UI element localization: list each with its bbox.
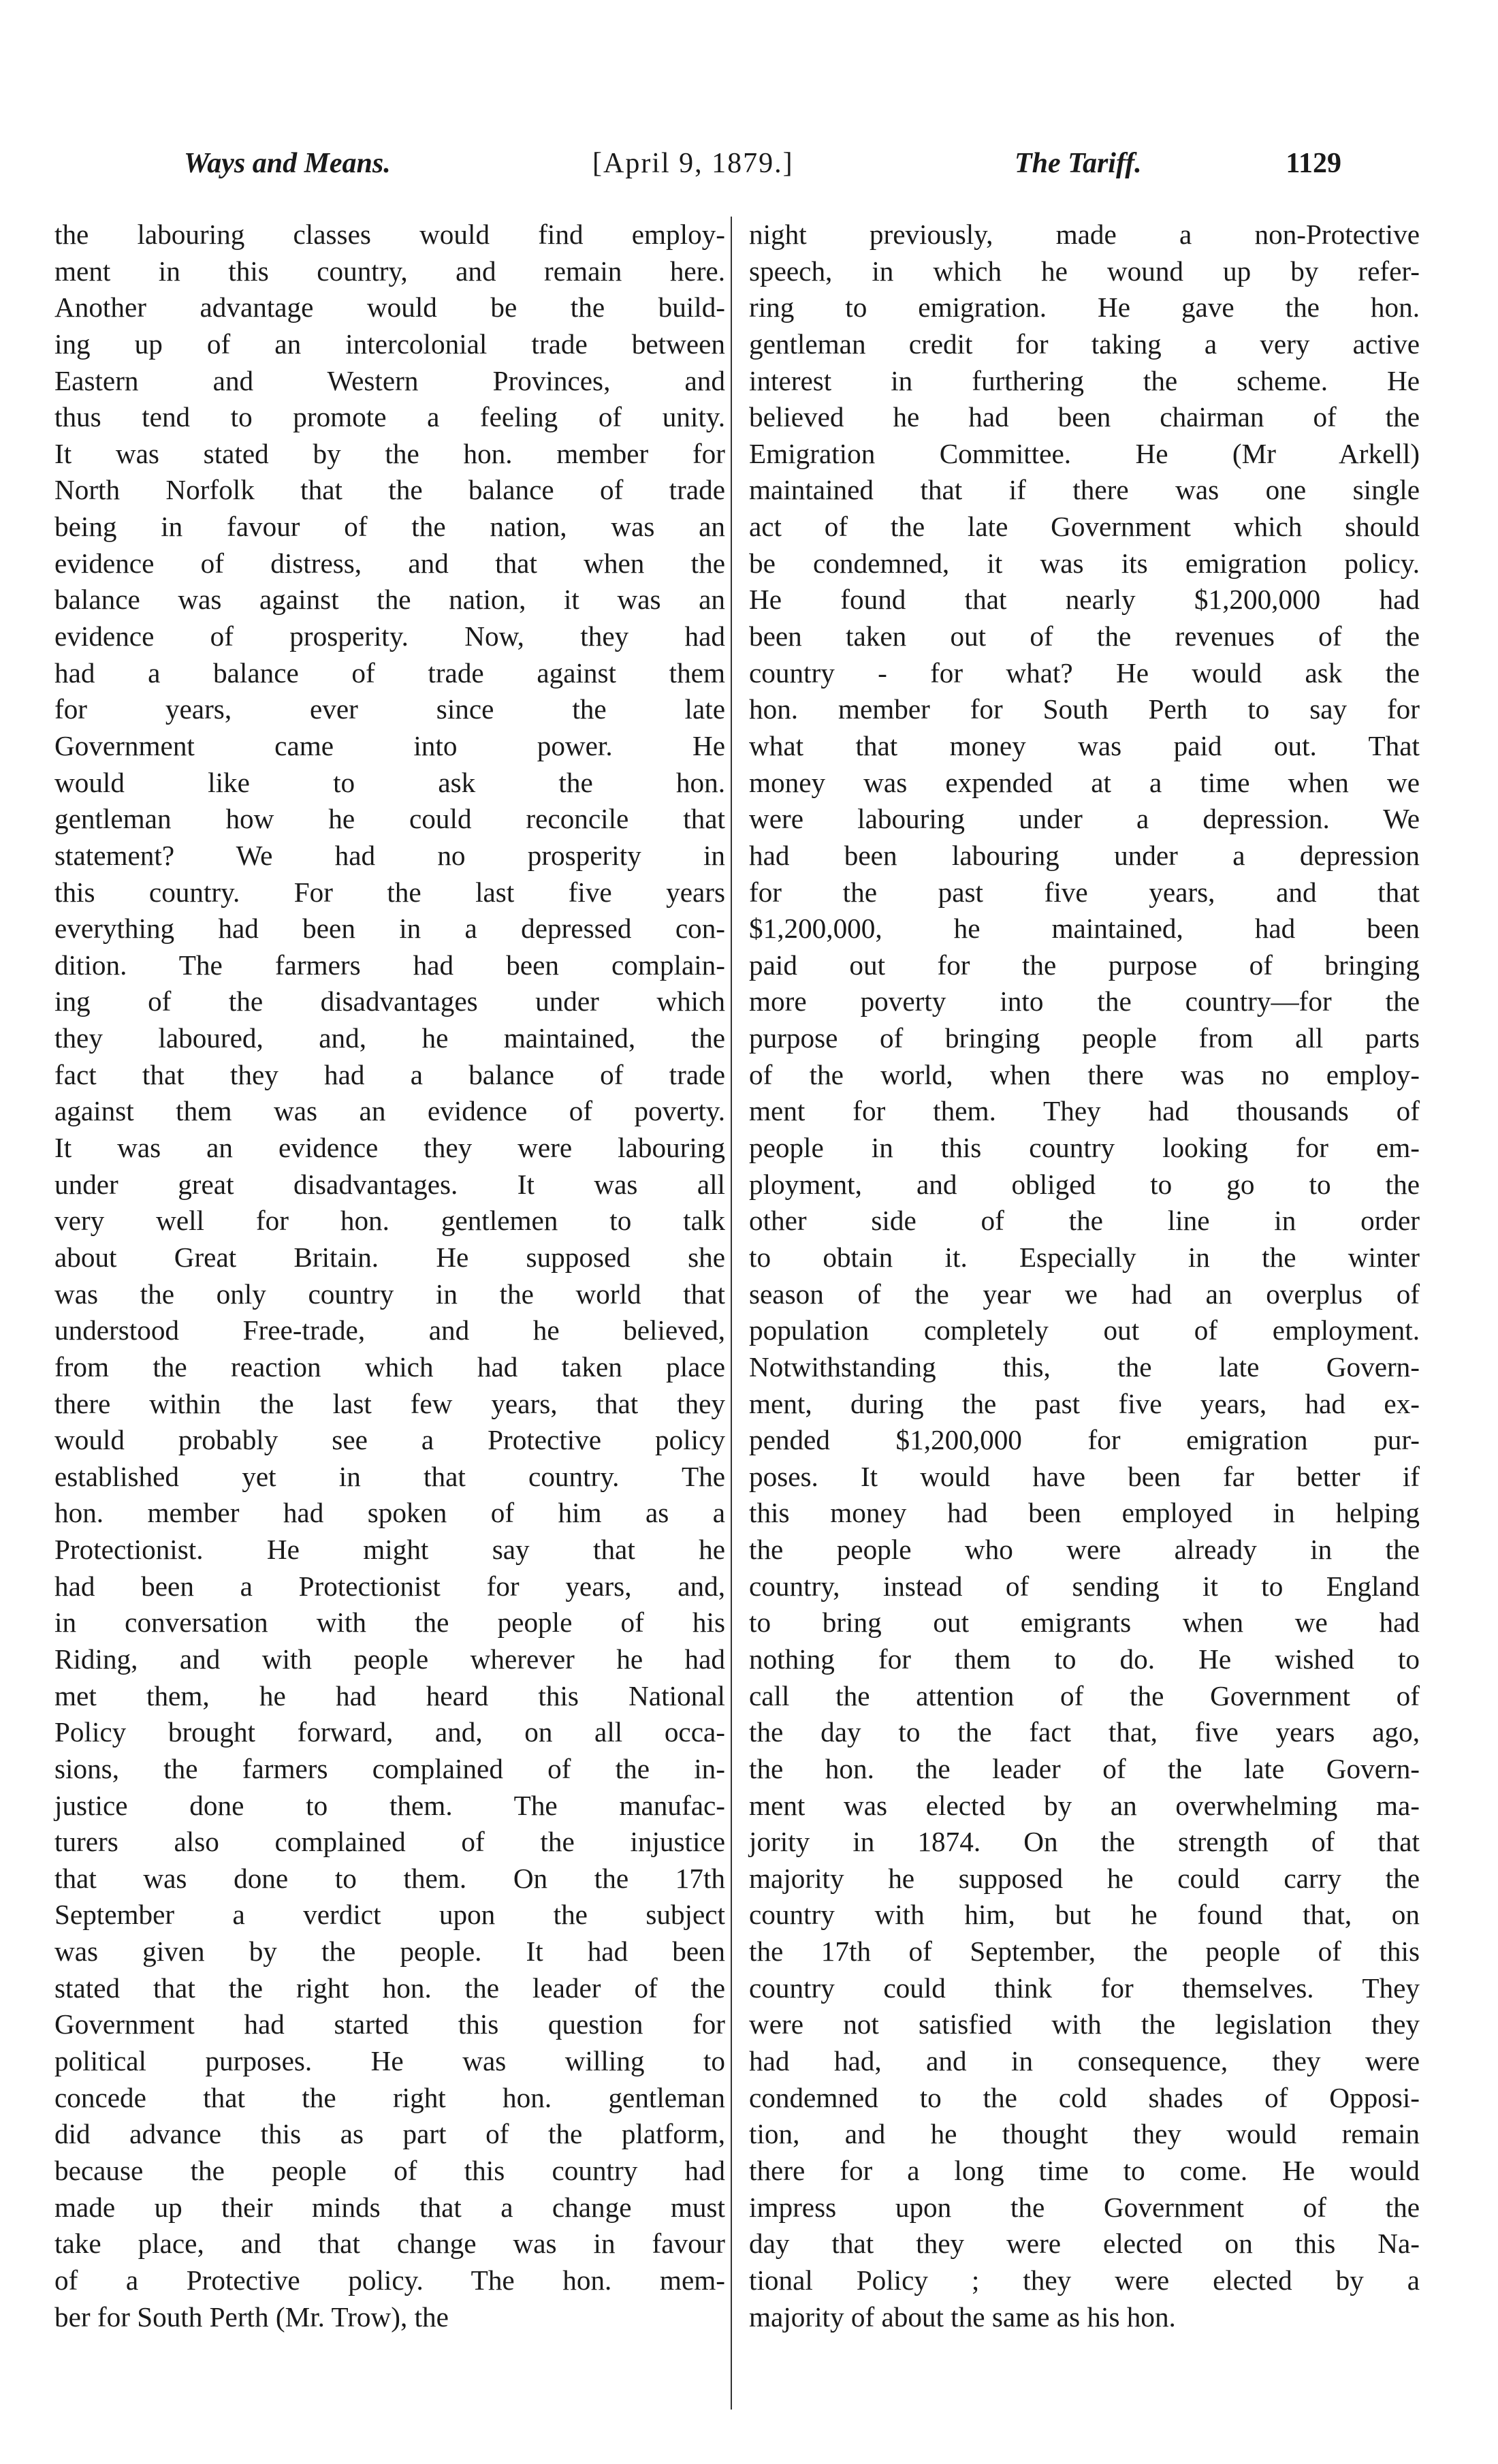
page-number: 1129 <box>1286 148 1341 179</box>
text-line: ment for them. They had thousands of <box>749 1095 1420 1127</box>
text-line: turers also complained of the injustice <box>54 1826 725 1858</box>
text-line: was the only country in the world that <box>54 1278 725 1310</box>
text-line: believed he had been chairman of the <box>749 401 1420 433</box>
text-line: what that money was paid out. That <box>749 729 1420 761</box>
header-date: [April 9, 1879.] <box>592 148 794 179</box>
text-line: ment, during the past five years, had ex- <box>749 1387 1420 1419</box>
text-line: did advance this as part of the platform, <box>54 2118 725 2150</box>
text-line: of the world, when there was no employ- <box>749 1058 1420 1090</box>
text-line: ployment, and obliged to go to the <box>749 1168 1420 1200</box>
text-line: against them was an evidence of poverty. <box>54 1095 725 1127</box>
text-line: money was expended at a time when we <box>749 766 1420 798</box>
text-line: from the reaction which had taken place <box>54 1351 725 1383</box>
text-line: take place, and that change was in favour <box>54 2228 725 2260</box>
text-line: for the past five years, and that <box>749 876 1420 908</box>
text-line: ring to emigration. He gave the hon. <box>749 291 1420 323</box>
text-line: political purposes. He was willing to <box>54 2045 725 2077</box>
text-line: to bring out emigrants when we had <box>749 1607 1420 1639</box>
text-line: concede that the right hon. gentleman <box>54 2081 725 2113</box>
text-line: the people who were already in the <box>749 1534 1420 1566</box>
text-line: the labouring classes would find employ- <box>54 219 725 250</box>
text-line: poses. It would have been far better if <box>749 1460 1420 1492</box>
text-line: paid out for the purpose of bringing <box>749 949 1420 981</box>
text-line: gentleman how he could reconcile that <box>54 803 725 835</box>
text-line: sions, the farmers complained of the in- <box>54 1752 725 1784</box>
text-line: of a Protective policy. The hon. mem- <box>54 2264 725 2296</box>
text-line: He found that nearly $1,200,000 had <box>749 584 1420 616</box>
text-line: understood Free-trade, and he believed, <box>54 1314 725 1346</box>
text-line: country with him, but he found that, on <box>749 1899 1420 1931</box>
text-line: there for a long time to come. He would <box>749 2154 1420 2186</box>
column-divider <box>731 217 732 2410</box>
text-line: the 17th of September, the people of this <box>749 1936 1420 1968</box>
text-line: Policy brought forward, and, on all occa- <box>54 1716 725 1748</box>
text-line: were labouring under a depression. We <box>749 803 1420 835</box>
header-topic: The Tariff. <box>1015 148 1142 179</box>
text-line: Protectionist. He might say that he <box>54 1534 725 1566</box>
text-line: country could think for themselves. They <box>749 1972 1420 2004</box>
text-line: this country. For the last five years <box>54 876 725 908</box>
text-line: country - for what? He would ask the <box>749 657 1420 689</box>
text-line: for years, ever since the late <box>54 693 725 725</box>
text-line: thus tend to promote a feeling of unity. <box>54 401 725 433</box>
text-line: nothing for them to do. He wished to <box>749 1643 1420 1675</box>
text-line: the day to the fact that, five years ago, <box>749 1716 1420 1748</box>
text-line: balance was against the nation, it was an <box>54 584 725 616</box>
text-line: day that they were elected on this Na- <box>749 2228 1420 2260</box>
text-line: be condemned, it was its emigration policy. <box>749 547 1420 579</box>
text-line: very well for hon. gentlemen to talk <box>54 1205 725 1237</box>
text-line: speech, in which he wound up by refer- <box>749 255 1420 287</box>
text-line: everything had been in a depressed con- <box>54 913 725 945</box>
text-line: there within the last few years, that they <box>54 1387 725 1419</box>
text-line: ber for South Perth (Mr. Trow), the <box>54 2301 449 2333</box>
text-line: tion, and he thought they would remain <box>749 2118 1420 2150</box>
text-line: North Norfolk that the balance of trade <box>54 474 725 506</box>
text-line: they laboured, and, he maintained, the <box>54 1022 725 1054</box>
text-line: tional Policy ; they were elected by a <box>749 2264 1420 2296</box>
text-line: justice done to them. The manufac- <box>54 1789 725 1821</box>
left-column <box>54 217 725 2335</box>
text-line: that was done to them. On the 17th <box>54 1862 725 1894</box>
text-line: would probably see a Protective policy <box>54 1424 725 1456</box>
text-line: had been labouring under a depression <box>749 839 1420 871</box>
text-line: night previously, made a non-Protective <box>749 219 1420 250</box>
text-line: It was an evidence they were labouring <box>54 1132 725 1164</box>
text-line: established yet in that country. The <box>54 1460 725 1492</box>
text-line: Riding, and with people wherever he had <box>54 1643 725 1675</box>
text-line: majority he supposed he could carry the <box>749 1862 1420 1894</box>
text-line: country, instead of sending it to England <box>749 1570 1420 1602</box>
text-line: maintained that if there was one single <box>749 474 1420 506</box>
text-line: gentleman credit for taking a very active <box>749 328 1420 360</box>
text-line: had a balance of trade against them <box>54 657 725 689</box>
text-line: pended $1,200,000 for emigration pur- <box>749 1424 1420 1456</box>
running-header <box>184 140 1341 187</box>
text-line: would like to ask the hon. <box>54 766 725 798</box>
text-line: other side of the line in order <box>749 1205 1420 1237</box>
text-line: $1,200,000, he maintained, had been <box>749 913 1420 945</box>
header-section-title: Ways and Means. <box>184 148 391 179</box>
text-line: September a verdict upon the subject <box>54 1899 725 1931</box>
text-line: It was stated by the hon. member for <box>54 437 725 469</box>
text-line: made up their minds that a change must <box>54 2191 725 2223</box>
text-line: interest in furthering the scheme. He <box>749 364 1420 396</box>
text-line: had been a Protectionist for years, and, <box>54 1570 725 1602</box>
text-line: to obtain it. Especially in the winter <box>749 1241 1420 1273</box>
text-line: ing up of an intercolonial trade between <box>54 328 725 360</box>
text-line: because the people of this country had <box>54 2154 725 2186</box>
text-line: Notwithstanding this, the late Govern- <box>749 1351 1420 1383</box>
text-line: Government had started this question for <box>54 2008 725 2040</box>
text-line: been taken out of the revenues of the <box>749 620 1420 652</box>
text-line: under great disadvantages. It was all <box>54 1168 725 1200</box>
text-line: ment was elected by an overwhelming ma- <box>749 1789 1420 1821</box>
text-line: were not satisfied with the legislation they <box>749 2008 1420 2040</box>
text-line: population completely out of employment. <box>749 1314 1420 1346</box>
text-line: more poverty into the country—for the <box>749 985 1420 1017</box>
text-line: fact that they had a balance of trade <box>54 1058 725 1090</box>
text-line: about Great Britain. He supposed she <box>54 1241 725 1273</box>
text-line: was given by the people. It had been <box>54 1936 725 1968</box>
text-line: hon. member had spoken of him as a <box>54 1497 725 1529</box>
right-column <box>749 217 1420 2335</box>
text-line: ment in this country, and remain here. <box>54 255 725 287</box>
text-line: met them, he had heard this National <box>54 1679 725 1711</box>
text-line: Government came into power. He <box>54 729 725 761</box>
text-line: evidence of prosperity. Now, they had <box>54 620 725 652</box>
text-line: act of the late Government which should <box>749 511 1420 543</box>
text-line: the hon. the leader of the late Govern- <box>749 1752 1420 1784</box>
text-line: dition. The farmers had been complain- <box>54 949 725 981</box>
text-line: purpose of bringing people from all parts <box>749 1022 1420 1054</box>
text-line: condemned to the cold shades of Opposi- <box>749 2081 1420 2113</box>
text-line: majority of about the same as his hon. <box>749 2301 1176 2333</box>
text-line: call the attention of the Government of <box>749 1679 1420 1711</box>
text-line: Emigration Committee. He (Mr Arkell) <box>749 437 1420 469</box>
text-line: people in this country looking for em- <box>749 1132 1420 1164</box>
text-line: hon. member for South Perth to say for <box>749 693 1420 725</box>
text-line: in conversation with the people of his <box>54 1607 725 1639</box>
text-line: Eastern and Western Provinces, and <box>54 364 725 396</box>
text-line: being in favour of the nation, was an <box>54 511 725 543</box>
text-line: this money had been employed in helping <box>749 1497 1420 1529</box>
text-line: Another advantage would be the build- <box>54 291 725 323</box>
text-line: ing of the disadvantages under which <box>54 985 725 1017</box>
text-line: stated that the right hon. the leader of the <box>54 1972 725 2004</box>
text-line: statement? We had no prosperity in <box>54 839 725 871</box>
text-line: impress upon the Government of the <box>749 2191 1420 2223</box>
text-line: evidence of distress, and that when the <box>54 547 725 579</box>
text-line: jority in 1874. On the strength of that <box>749 1826 1420 1858</box>
text-line: season of the year we had an overplus of <box>749 1278 1420 1310</box>
text-line: had had, and in consequence, they were <box>749 2045 1420 2077</box>
